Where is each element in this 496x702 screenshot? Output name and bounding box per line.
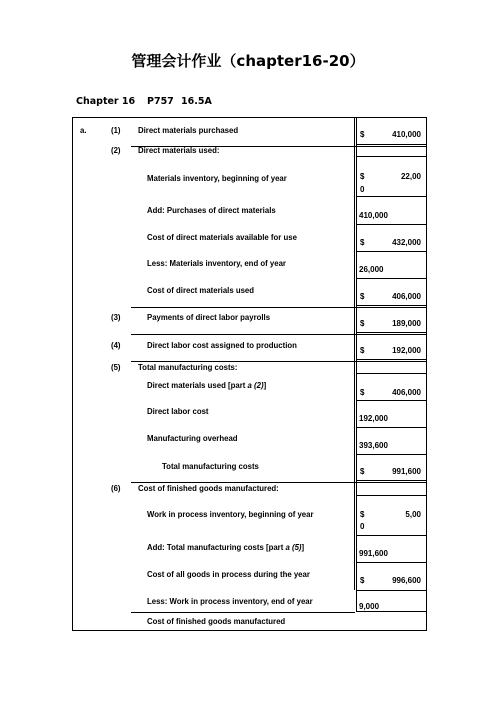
section-rule [131, 307, 427, 308]
amount: 393,600 [359, 441, 388, 450]
line-label: Add: Total manufacturing costs [part a (5)] [147, 543, 305, 552]
row-rule [356, 373, 427, 374]
line-label: Manufacturing overhead [147, 434, 238, 443]
line-label: Direct labor cost assigned to production [147, 341, 297, 350]
amount: 996,600 [392, 576, 421, 585]
amount-column-left-border [354, 117, 355, 590]
item-number: (2) [111, 146, 121, 155]
amount: 192,000 [392, 346, 421, 355]
row-rule [356, 400, 427, 401]
row-rule [356, 611, 427, 612]
amount: 432,000 [392, 238, 421, 247]
page-reference: P757 [147, 96, 174, 107]
page-title: 管理会计作业（chapter16-20） [131, 52, 365, 70]
amount-column-inner-border [356, 117, 357, 611]
row-rule [356, 359, 427, 360]
line-label: Payments of direct labor payrolls [147, 313, 271, 322]
row-rule [356, 305, 427, 306]
amount: 410,000 [359, 211, 388, 220]
row-rule [356, 535, 427, 536]
section-heading: Cost of finished goods manufactured: [138, 484, 279, 493]
row-rule [356, 224, 427, 225]
dollar-sign: $ [360, 576, 365, 585]
section-rule [131, 334, 427, 335]
line-label: Less: Materials inventory, end of year [147, 259, 286, 268]
amount: 991,600 [392, 467, 421, 476]
row-rule [356, 332, 427, 333]
item-number: (5) [111, 363, 121, 372]
dollar-sign: $ [360, 172, 365, 181]
amount: 189,000 [392, 319, 421, 328]
line-label: Direct labor cost [147, 407, 209, 416]
item-number: (4) [111, 341, 121, 350]
amount: 406,000 [392, 388, 421, 397]
amount: 22,00 [400, 172, 421, 181]
item-number: (1) [111, 126, 121, 135]
chapter-label: Chapter 16 [76, 96, 136, 107]
dollar-sign: $ [360, 319, 365, 328]
amount: 991,600 [359, 549, 388, 558]
amount: 410,000 [392, 130, 421, 139]
problem-number: 16.5A [181, 96, 212, 107]
line-label: Work in process inventory, beginning of year [147, 510, 314, 519]
line-label: Direct materials used [part a (2)] [147, 381, 267, 390]
dollar-sign: $ [360, 510, 365, 519]
dollar-sign: $ [360, 292, 365, 301]
row-rule [356, 427, 427, 428]
row-rule [356, 590, 427, 591]
section-rule [131, 361, 427, 362]
section-rule [131, 482, 427, 483]
item-number: (6) [111, 484, 121, 493]
line-label: Cost of all goods in process during the year [147, 570, 310, 579]
amount: 9,000 [359, 602, 380, 611]
item-number: (3) [111, 313, 121, 322]
row-rule [356, 278, 427, 279]
dollar-sign: $ [360, 238, 365, 247]
dollar-sign: $ [360, 388, 365, 397]
amount-wrap: 0 [360, 185, 365, 194]
line-label: Less: Work in process inventory, end of year [147, 597, 313, 606]
part-label: a. [80, 126, 87, 135]
dollar-sign: $ [360, 467, 365, 476]
amount-wrap: 0 [360, 522, 365, 531]
row-rule [356, 495, 427, 496]
line-label: Add: Purchases of direct materials [147, 206, 276, 215]
line-label: Cost of finished goods manufactured [147, 617, 286, 626]
section-heading: Direct materials used: [138, 146, 220, 155]
line-label: Materials inventory, beginning of year [147, 174, 287, 183]
line-label: Direct materials purchased [138, 126, 239, 135]
row-rule [356, 454, 427, 455]
dollar-sign: $ [360, 130, 365, 139]
amount: 5,00 [405, 510, 421, 519]
row-rule [356, 562, 427, 563]
section-heading: Total manufacturing costs: [138, 363, 238, 372]
amount: 26,000 [359, 265, 384, 274]
row-rule [356, 156, 427, 157]
row-rule [356, 196, 427, 197]
line-label: Total manufacturing costs [162, 462, 259, 471]
row-rule [131, 612, 355, 613]
row-rule [356, 251, 427, 252]
line-label: Cost of direct materials used [147, 286, 255, 295]
amount: 406,000 [392, 292, 421, 301]
row-rule [356, 144, 427, 145]
line-label: Cost of direct materials available for use [147, 233, 297, 242]
dollar-sign: $ [360, 346, 365, 355]
amount: 192,000 [359, 414, 388, 423]
row-rule [356, 480, 427, 481]
